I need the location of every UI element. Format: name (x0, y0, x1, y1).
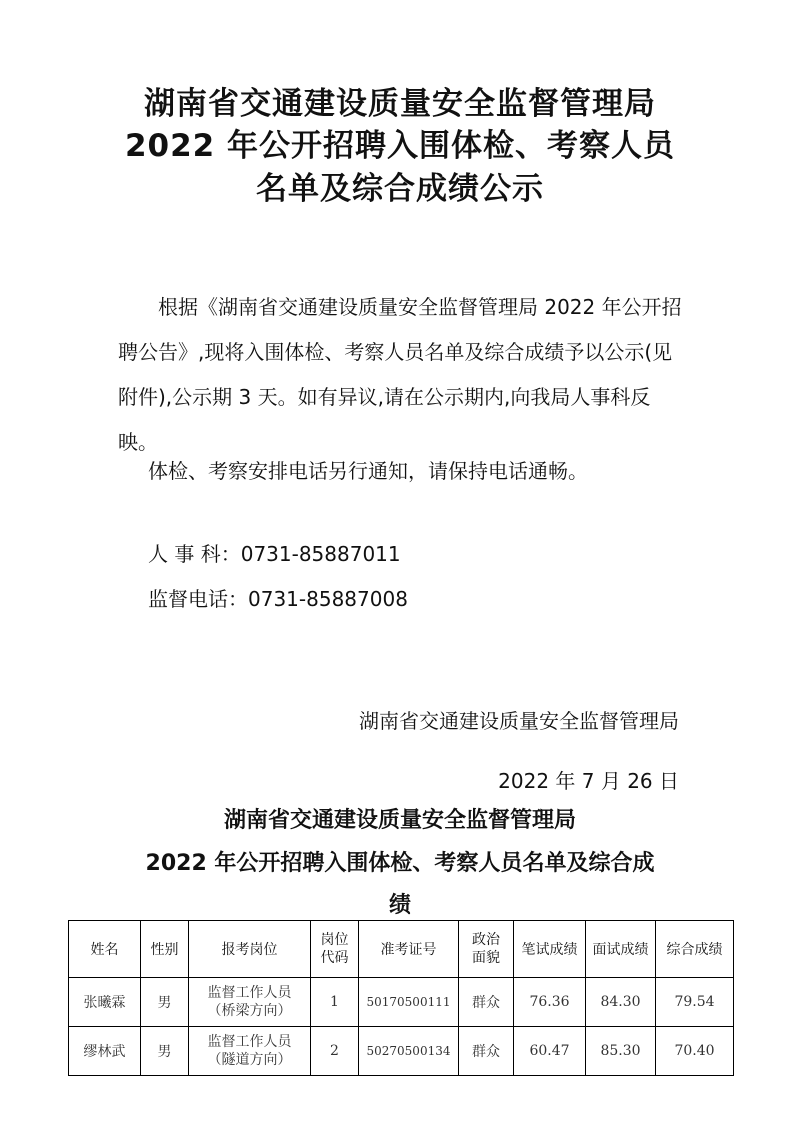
signature-org: 湖南省交通建设质量安全监督管理局 (359, 709, 679, 733)
cell-post-line-1: 监督工作人员 (207, 985, 292, 1001)
header-written: 笔试成绩 (514, 921, 586, 978)
attachment-title-line-2: 2022 年公开招聘入围体检、考察人员名单及综合成 (145, 851, 655, 876)
cell-interview: 85.30 (586, 1027, 656, 1076)
cell-post-line-2: （桥梁方向） (207, 1003, 292, 1019)
header-post: 报考岗位 (189, 921, 311, 978)
table-header-row (69, 921, 734, 978)
cell-code: 1 (311, 978, 359, 1027)
cell-written: 76.36 (514, 978, 586, 1027)
contact-supervision-label: 监督电话： (148, 587, 248, 611)
table-row (69, 1027, 734, 1076)
results-table (68, 920, 734, 1076)
cell-code: 2 (311, 1027, 359, 1076)
page-title-line-1: 湖南省交通建设质量安全监督管理局 (144, 86, 656, 122)
header-total: 综合成绩 (656, 921, 734, 978)
cell-post (189, 1027, 311, 1076)
header-post-code-line-2: 代码 (320, 950, 349, 966)
body-paragraph-2: 体检、考察安排电话另行通知，请保持电话通畅。 (148, 459, 588, 483)
cell-written: 60.47 (514, 1027, 586, 1076)
cell-post-line-1: 监督工作人员 (207, 1034, 292, 1050)
cell-name: 缪林武 (69, 1027, 141, 1076)
header-politics (459, 921, 514, 978)
page-title-line-3: 名单及综合成绩公示 (256, 171, 544, 207)
header-interview: 面试成绩 (586, 921, 656, 978)
header-gender: 性别 (141, 921, 189, 978)
cell-gender: 男 (141, 1027, 189, 1076)
header-name: 姓名 (69, 921, 141, 978)
contact-supervision-phone: 0731-85887008 (248, 587, 408, 611)
cell-total: 70.40 (656, 1027, 734, 1076)
cell-exam-no: 50270500134 (359, 1027, 459, 1076)
header-politics-line-1: 政治 (472, 932, 500, 948)
cell-exam-no: 50170500111 (359, 978, 459, 1027)
cell-name: 张曦霖 (69, 978, 141, 1027)
cell-politics: 群众 (459, 978, 514, 1027)
header-post-code (311, 921, 359, 978)
contact-supervision (148, 583, 408, 612)
cell-total: 79.54 (656, 978, 734, 1027)
attachment-title-line-1: 湖南省交通建设质量安全监督管理局 (223, 808, 576, 833)
attachment-title-line-3: 绩 (388, 893, 411, 918)
table-row (69, 978, 734, 1027)
cell-interview: 84.30 (586, 978, 656, 1027)
cell-post-line-2: （隧道方向） (207, 1052, 292, 1068)
cell-politics: 群众 (459, 1027, 514, 1076)
cell-post (189, 978, 311, 1027)
contact-hr (148, 538, 401, 567)
page-title-line-2: 2022 年公开招聘入围体检、考察人员 (124, 128, 676, 164)
contact-hr-phone: 0731-85887011 (240, 542, 401, 566)
header-post-code-line-1: 岗位 (320, 932, 349, 948)
signature-date: 2022 年 7 月 26 日 (498, 769, 679, 793)
body-paragraph-1: 根据《湖南省交通建设质量安全监督管理局 2022 年公开招聘公告》,现将入围体检、考察人员名单及综合成绩予以公示(见附件),公示期 3 天。如有异议,请在公示期内,向我局人事科反映。 (118, 295, 682, 454)
contact-hr-label: 人 事 科： (148, 542, 241, 566)
header-exam-no: 准考证号 (359, 921, 459, 978)
cell-gender: 男 (141, 978, 189, 1027)
header-politics-line-2: 面貌 (472, 950, 500, 966)
